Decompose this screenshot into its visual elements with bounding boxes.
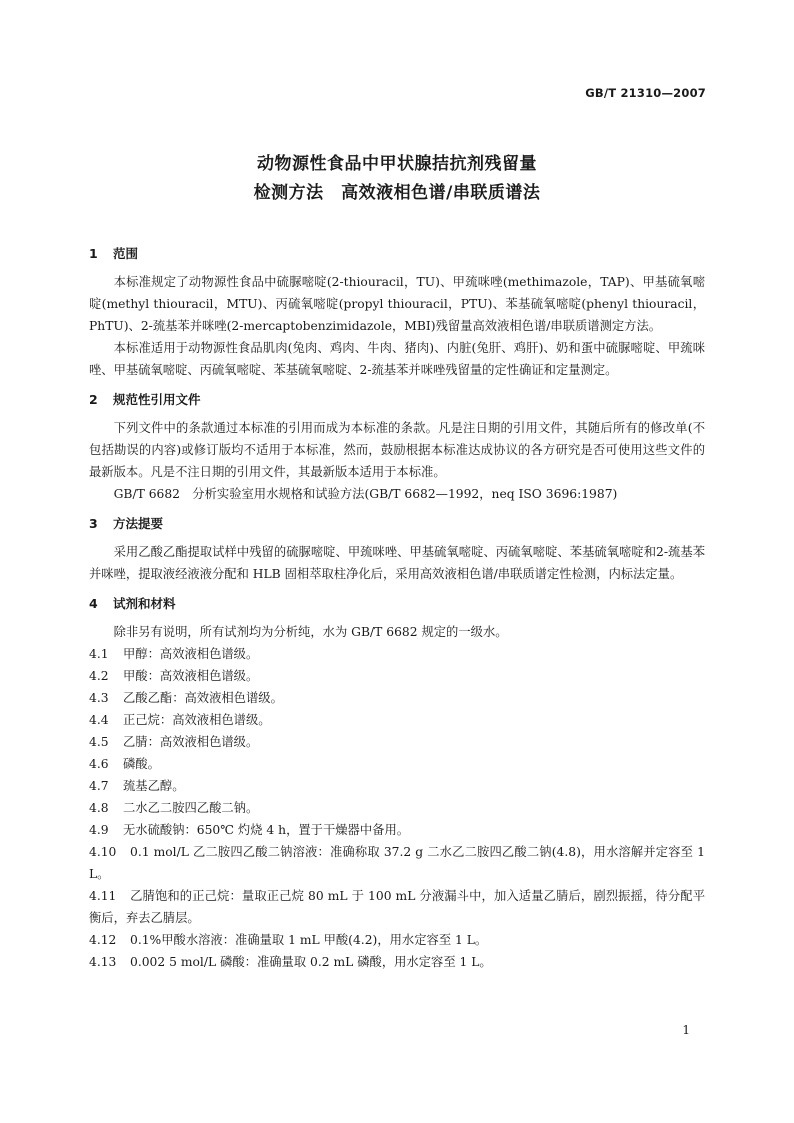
item-text: 正己烷：高效液相色谱级。: [123, 713, 271, 727]
section-number: 2: [89, 392, 98, 407]
item-text: 巯基乙醇。: [123, 779, 185, 793]
paragraph: 本标准适用于动物源性食品肌肉(兔肉、鸡肉、牛肉、猪肉)、内脏(兔肝、鸡肝)、奶和蛋中硫脲嘧啶、甲巯咪唑、甲基硫氧嘧啶、丙硫氧嘧啶、苯基硫氧嘧啶、2-巯基苯并咪唑残留量的定性确证和定量测定。: [89, 341, 705, 377]
item-number: 4.3: [89, 691, 109, 705]
list-item: [89, 775, 705, 797]
section-heading-method-summary: [89, 513, 705, 535]
item-number: 4.8: [89, 801, 109, 815]
reference-entry: GB/T 6682 分析实验室用水规格和试验方法(GB/T 6682—1992，neq ISO 3696:1987): [113, 487, 618, 501]
item-number: 4.12: [89, 933, 117, 947]
item-number: 4.5: [89, 735, 109, 749]
item-number: 4.10: [89, 845, 117, 859]
title-line-2: 检测方法 高效液相色谱/串联质谱法: [253, 183, 541, 203]
section-number: 3: [89, 516, 98, 531]
list-item: [89, 665, 705, 687]
list-item: [89, 929, 705, 951]
item-number: 4.13: [89, 955, 117, 969]
item-text: 0.1%甲酸水溶液：准确量取 1 mL 甲酸(4.2)，用水定容至 1 L。: [130, 933, 488, 947]
section-title: 试剂和材料: [113, 596, 176, 611]
list-item: [89, 753, 705, 775]
list-item: [89, 687, 705, 709]
item-number: 4.11: [89, 889, 117, 903]
paragraph: 采用乙酸乙酯提取试样中残留的硫脲嘧啶、甲巯咪唑、甲基硫氧嘧啶、丙硫氧嘧啶、苯基硫氧嘧啶和2-巯基苯并咪唑，提取液经液液分配和 HLB 固相萃取柱净化后，采用高效液相色谱/串联质谱定性检测，内标法定量。: [89, 545, 705, 581]
section-title: 范围: [113, 246, 139, 261]
list-item: [89, 797, 705, 819]
list-item: [89, 841, 705, 885]
item-text: 乙腈：高效液相色谱级。: [123, 735, 259, 749]
section-heading-normative-references: [89, 389, 705, 411]
item-number: 4.9: [89, 823, 109, 837]
item-text: 甲酸：高效液相色谱级。: [123, 669, 259, 683]
item-text: 0.002 5 mol/L 磷酸：准确量取 0.2 mL 磷酸，用水定容至 1 L。: [130, 955, 492, 969]
item-text: 乙酸乙酯：高效液相色谱级。: [123, 691, 283, 705]
list-item: [89, 819, 705, 841]
section-heading-scope: [89, 243, 705, 265]
paragraph: 本标准规定了动物源性食品中硫脲嘧啶(2-thiouracil，TU)、甲巯咪唑(methimazole，TAP)、甲基硫氧嘧啶(methyl thiouracil，MTU)、丙硫氧嘧啶(propyl thiouracil，PTU)、苯基硫氧嘧啶(phenyl thiouracil，PhTU)、2-巯基苯并咪唑(2-mercaptobenzimidazole，MBI)残留量高效液相色谱/串联质谱测定方法。: [89, 275, 705, 333]
item-number: 4.4: [89, 713, 109, 727]
list-item: [89, 709, 705, 731]
section-title: 规范性引用文件: [113, 392, 201, 407]
item-number: 4.1: [89, 647, 109, 661]
document-title: [0, 150, 794, 208]
list-item: [89, 643, 705, 665]
title-line-1: 动物源性食品中甲状腺拮抗剂残留量: [257, 154, 537, 174]
list-item: [89, 951, 705, 973]
section-number: 4: [89, 596, 98, 611]
paragraph: 下列文件中的条款通过本标准的引用而成为本标准的条款。凡是注日期的引用文件，其随后所有的修改单(不包括勘误的内容)或修订版均不适用于本标准，然而，鼓励根据本标准达成协议的各方研究是否可使用这些文件的最新版本。凡是不注日期的引用文件，其最新版本适用于本标准。: [89, 421, 705, 479]
page-number: 1: [682, 1023, 690, 1037]
list-item: [89, 885, 705, 929]
item-text: 甲醇：高效液相色谱级。: [123, 647, 259, 661]
section-title: 方法提要: [113, 516, 164, 531]
item-number: 4.7: [89, 779, 109, 793]
item-text: 乙腈饱和的正己烷：量取正己烷 80 mL 于 100 mL 分液漏斗中，加入适量乙腈后，剧烈振摇，待分配平衡后，弃去乙腈层。: [89, 889, 705, 925]
item-text: 0.1 mol/L 乙二胺四乙酸二钠溶液：准确称取 37.2 g 二水乙二胺四乙酸二钠(4.8)，用水溶解并定容至 1 L。: [89, 845, 705, 881]
document-body: [89, 243, 705, 973]
item-number: 4.2: [89, 669, 109, 683]
item-text: 磷酸。: [123, 757, 160, 771]
section-number: 1: [89, 246, 98, 261]
paragraph: 除非另有说明，所有试剂均为分析纯，水为 GB/T 6682 规定的一级水。: [113, 625, 508, 639]
standard-code: GB/T 21310—2007: [585, 86, 706, 100]
item-text: 二水乙二胺四乙酸二钠。: [123, 801, 259, 815]
list-item: [89, 731, 705, 753]
item-text: 无水硫酸钠：650℃ 灼烧 4 h，置于干燥器中备用。: [123, 823, 410, 837]
section-heading-reagents: [89, 593, 705, 615]
item-number: 4.6: [89, 757, 109, 771]
